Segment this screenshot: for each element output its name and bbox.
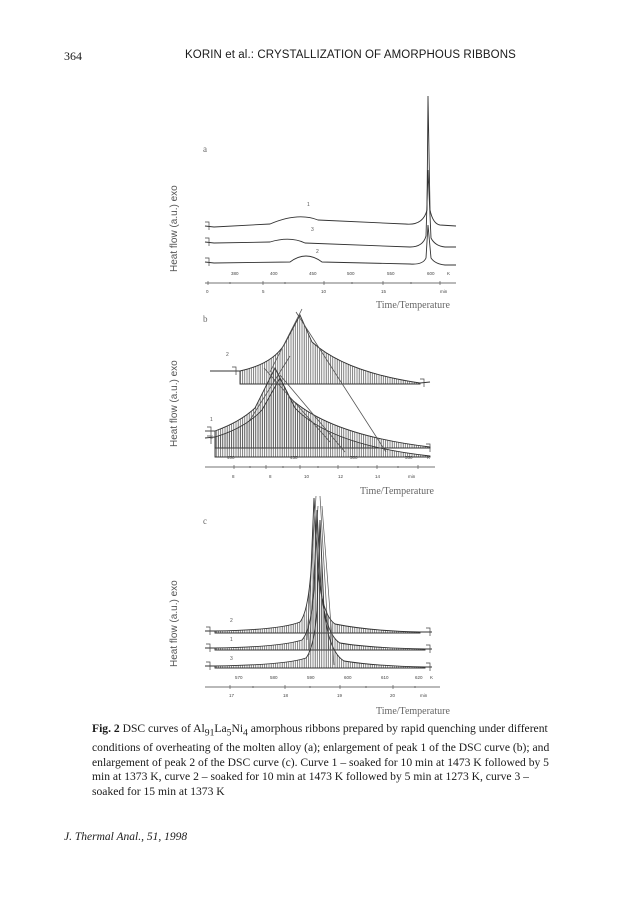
panel-b-temp-unit: K — [427, 455, 431, 460]
panel-c-xlabel: Time/Temperature — [376, 706, 450, 717]
panel-b-time-tick: 14 — [375, 474, 381, 479]
subscript-la: 5 — [226, 727, 232, 739]
panel-b-time-tick: 8 — [232, 474, 235, 479]
panel-a-xlabel: Time/Temperature — [376, 300, 450, 311]
panel-c-temp-tick: 610 — [381, 675, 389, 680]
panel-b — [169, 309, 435, 497]
panel-c — [169, 496, 450, 717]
panel-c-temp-tick: 600 — [344, 675, 352, 680]
subscript-ni: 4 — [243, 727, 248, 739]
panel-a-time-tick: 10 — [321, 289, 327, 294]
panel-c-time-tick: 17 — [229, 693, 235, 698]
panel-b-temp-tick: 550 — [405, 455, 413, 460]
panel-a-ylabel: Heat flow (a.u.) exo — [169, 185, 180, 272]
caption-ni: Ni — [231, 722, 244, 735]
panel-b-temp-tick: 400 — [227, 455, 235, 460]
panel-a-curve-label-3: 3 — [311, 227, 314, 233]
panel-b-time-unit: min — [408, 474, 416, 479]
page-number: 364 — [64, 49, 82, 63]
panel-a-time-tick: 15 — [381, 289, 387, 294]
panel-c-time-tick: 19 — [337, 693, 343, 698]
panel-c-temp-tick: 590 — [307, 675, 315, 680]
panel-c-temp-tick: 620 — [415, 675, 423, 680]
panel-a-time-tick: 5 — [262, 289, 265, 294]
running-title: KORIN et al.: CRYSTALLIZATION OF AMORPHOUS RIBBONS — [185, 49, 516, 61]
panel-c-peak-3 — [215, 520, 425, 668]
panel-c-temp-tick: 580 — [270, 675, 278, 680]
panel-a-temp-tick: 450 — [309, 271, 317, 276]
panel-b-time-tick: 10 — [304, 474, 310, 479]
panel-c-time-tick: 18 — [283, 693, 289, 698]
caption-text-rest: amorphous ribbons prepared by rapid quenching under different conditions of overheating of the molten alloy (a); enlargement of peak 1 of the DSC curve (b); and enlargement of peak 2 of the DSC curve (c). Curve 1 – soaked for 10 min at 1473 K followed by 5 min at 1373 K, curve 2 – soaked for 10 min at 1473 K followed by 5 min at 1273 K, curve 3 – soaked for 15 min at 1373 K — [92, 722, 550, 798]
panel-c-curve-label-3: 3 — [230, 656, 233, 662]
panel-a-temp-tick: 380 — [231, 271, 239, 276]
panel-a-curve-label-1: 1 — [307, 202, 310, 208]
journal-footer: J. Thermal Anal., 51, 1998 — [64, 831, 188, 843]
panel-a-curve-label-2: 2 — [316, 249, 319, 255]
panel-b-ylabel: Heat flow (a.u.) exo — [169, 360, 180, 447]
panel-b-time-tick: 8 — [269, 474, 272, 479]
panel-b-xlabel: Time/Temperature — [360, 486, 434, 497]
panel-c-time-tick: 20 — [390, 693, 396, 698]
panel-a-temp-tick: 400 — [270, 271, 278, 276]
panel-a-time-tick: 0 — [206, 289, 209, 294]
panel-b-temp-tick: 450 — [290, 455, 298, 460]
panel-c-temp-tick: 570 — [235, 675, 243, 680]
caption-text-start: DSC curves of Al — [119, 722, 205, 735]
panel-b-time-tick: 12 — [338, 474, 344, 479]
panel-c-curve-label-2: 2 — [230, 618, 233, 624]
panel-a-temp-tick: 500 — [347, 271, 355, 276]
panel-a-curve-2 — [205, 170, 456, 247]
panel-b-temp-tick: 500 — [350, 455, 358, 460]
panel-a — [169, 96, 456, 311]
panel-c-label: c — [203, 516, 207, 526]
panel-a-temp-tick: 550 — [387, 271, 395, 276]
caption-la: La — [214, 722, 227, 735]
figure-label: Fig. 2 — [92, 722, 120, 735]
subscript-al: 91 — [204, 727, 215, 739]
panel-a-temp-tick: 600 — [427, 271, 435, 276]
panel-c-time-unit: min — [420, 693, 428, 698]
panel-b-label: b — [203, 314, 208, 324]
panel-b-curve-label-3: 3 — [210, 435, 213, 441]
panel-c-temp-unit: K — [430, 675, 434, 680]
panel-a-temp-unit: K — [447, 271, 451, 276]
panel-a-curve-1 — [205, 96, 456, 227]
panel-c-ylabel: Heat flow (a.u.) exo — [169, 580, 180, 667]
panel-b-peak-2 — [240, 315, 420, 384]
panel-c-curve-label-1: 1 — [230, 637, 233, 643]
panel-a-time-unit: min — [440, 289, 448, 294]
panel-b-curve-label-1: 1 — [210, 417, 213, 423]
figure-caption — [92, 722, 554, 799]
panel-a-label: a — [203, 144, 207, 154]
panel-b-curve-label-2: 2 — [226, 352, 229, 358]
